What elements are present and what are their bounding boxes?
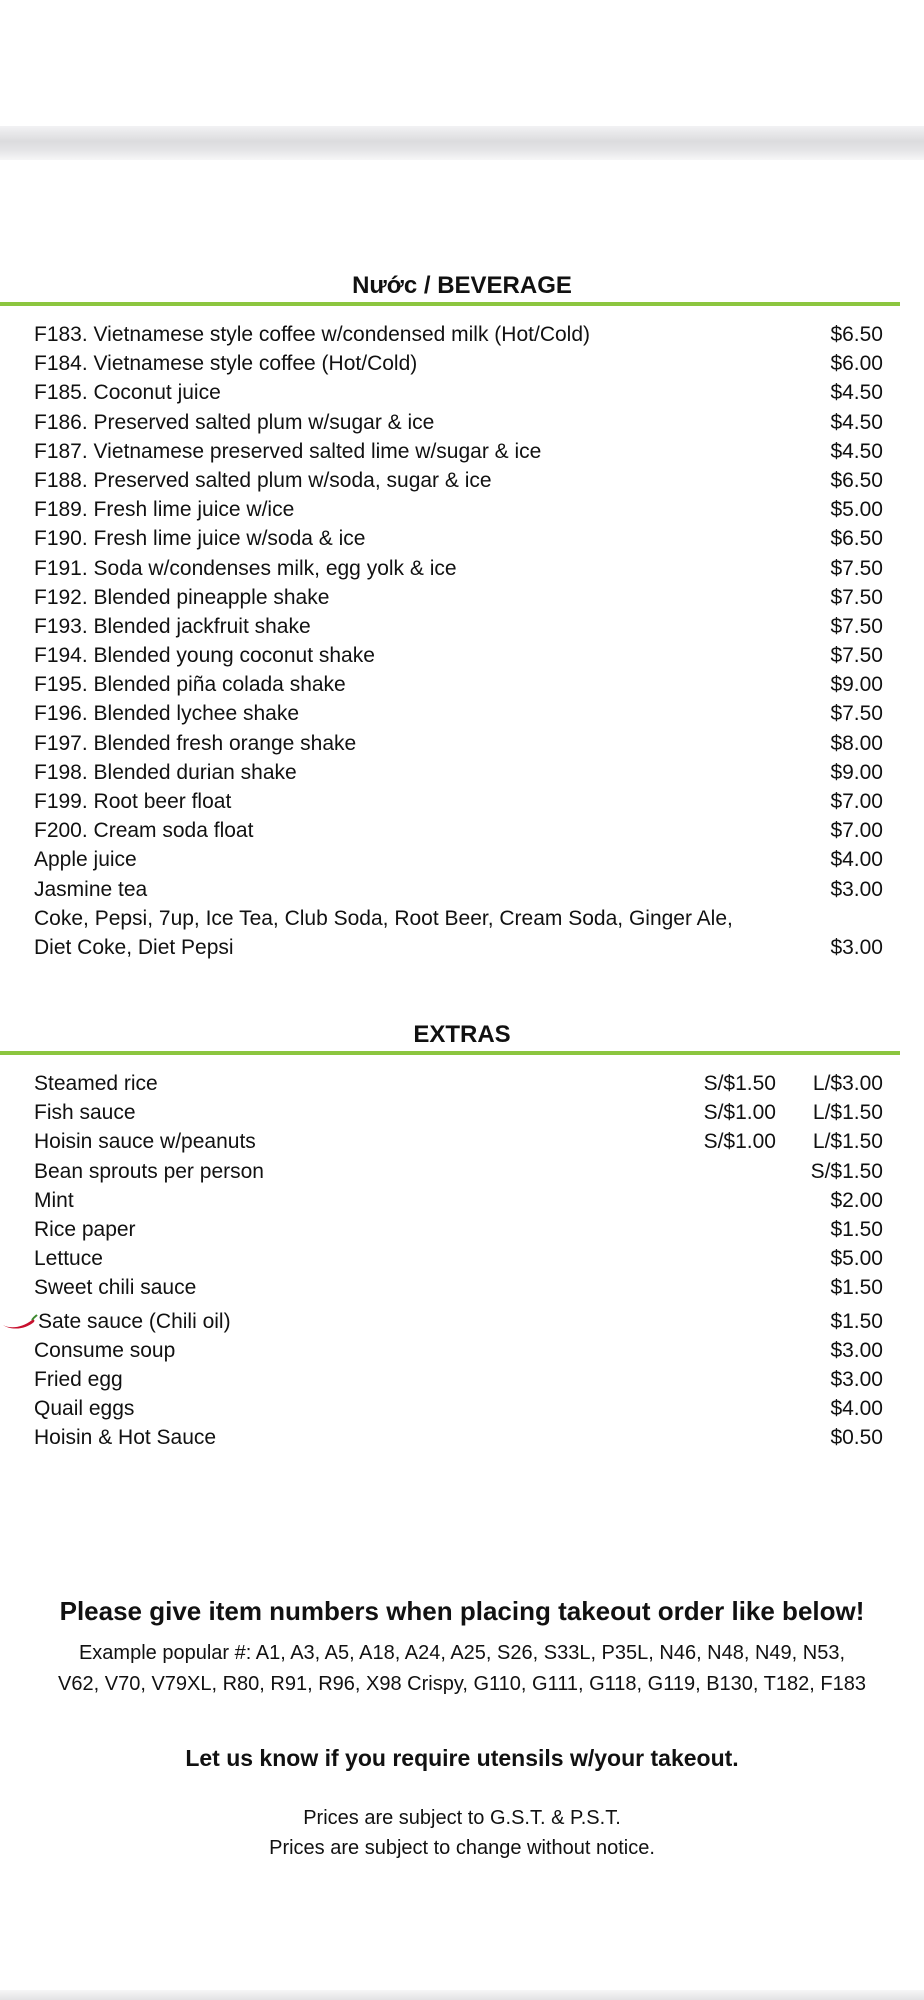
item-price: $7.50 [830, 644, 883, 668]
item-name: Lettuce [34, 1247, 103, 1271]
chili-pepper-icon [2, 1314, 38, 1332]
item-price: $2.00 [830, 1188, 883, 1212]
menu-item [0, 641, 924, 670]
beverage-title: Nước / BEVERAGE [352, 272, 572, 299]
item-price: $6.50 [830, 527, 883, 551]
utensils-text: Let us know if you require utensils w/your takeout. [185, 1745, 739, 1771]
menu-item [0, 699, 924, 728]
price-notes [0, 1803, 924, 1863]
item-name: F195. Blended piña colada shake [34, 673, 346, 697]
item-price: $4.50 [830, 410, 883, 434]
menu-item [0, 1365, 924, 1394]
item-name: Fish sauce [34, 1101, 136, 1125]
menu-item [0, 1244, 924, 1273]
takeout-notice [0, 1594, 924, 1700]
menu-item [0, 612, 924, 641]
item-name: Fried egg [34, 1367, 123, 1391]
menu-item [0, 466, 924, 495]
menu-item-soft-drinks [0, 904, 924, 962]
item-name: F189. Fresh lime juice w/ice [34, 498, 295, 522]
menu-item [0, 787, 924, 816]
takeout-headline: Please give item numbers when placing takeout order like below! [59, 1596, 865, 1626]
item-price: $1.50 [830, 1276, 883, 1300]
item-name: Sate sauce (Chili oil) [38, 1309, 231, 1333]
menu-item [0, 1127, 924, 1156]
item-price: $9.00 [830, 673, 883, 697]
item-name: F192. Blended pineapple shake [34, 585, 330, 609]
extras-title: EXTRAS [413, 1021, 511, 1048]
item-name-line: Diet Coke, Diet Pepsi [34, 935, 234, 959]
extras-list [0, 1055, 924, 1452]
item-name: F200. Cream soda float [34, 819, 254, 843]
example-line: Example popular #: A1, A3, A5, A18, A24, A25, S26, S33L, P35L, N46, N48, N49, N53, [78, 1642, 846, 1664]
item-price: $7.50 [830, 702, 883, 726]
item-name: F194. Blended young coconut shake [34, 644, 375, 668]
menu-item [0, 816, 924, 845]
item-price: $4.00 [830, 1397, 883, 1421]
item-price-large: L/$1.50 [812, 1101, 883, 1125]
item-name: F197. Blended fresh orange shake [34, 731, 357, 755]
menu-item [0, 378, 924, 407]
menu-item [0, 1069, 924, 1098]
item-name: Mint [34, 1188, 74, 1212]
menu-item [0, 524, 924, 553]
change-note: Prices are subject to change without notice. [269, 1837, 655, 1859]
example-numbers [0, 1638, 924, 1700]
item-name: Hoisin & Hot Sauce [34, 1426, 217, 1450]
item-price: $9.00 [830, 760, 883, 784]
menu-item [0, 1423, 924, 1452]
menu-item [0, 554, 924, 583]
item-name: F188. Preserved salted plum w/soda, sugar & ice [34, 468, 492, 492]
item-price: $5.00 [830, 498, 883, 522]
menu-item [0, 875, 924, 904]
item-price-small: S/$1.00 [703, 1130, 776, 1154]
menu-item [0, 320, 924, 349]
item-name: F193. Blended jackfruit shake [34, 614, 311, 638]
item-price: $3.00 [830, 877, 883, 901]
item-price: $4.00 [830, 848, 883, 872]
item-name: F185. Coconut juice [34, 381, 221, 405]
item-name: F190. Fresh lime juice w/soda & ice [34, 527, 366, 551]
menu-item [0, 1157, 924, 1186]
item-name: F186. Preserved salted plum w/sugar & ice [34, 410, 435, 434]
item-price: $7.50 [830, 556, 883, 580]
menu-item [0, 1098, 924, 1127]
item-name: Consume soup [34, 1338, 176, 1362]
menu-item [0, 349, 924, 378]
item-price-small: S/$1.00 [703, 1101, 776, 1125]
item-name: Apple juice [34, 848, 137, 872]
item-name: Jasmine tea [34, 877, 148, 901]
item-name: Bean sprouts per person [34, 1159, 264, 1183]
item-name: Hoisin sauce w/peanuts [34, 1130, 256, 1154]
menu-item [0, 758, 924, 787]
item-name: Quail eggs [34, 1397, 135, 1421]
item-price: $1.50 [830, 1309, 883, 1333]
menu-item [0, 1394, 924, 1423]
menu-item [0, 1273, 924, 1302]
item-price: $6.50 [830, 468, 883, 492]
item-price: $7.50 [830, 614, 883, 638]
item-price: $3.00 [830, 1367, 883, 1391]
item-name-line: Coke, Pepsi, 7up, Ice Tea, Club Soda, Root Beer, Cream Soda, Ginger Ale, [34, 906, 733, 930]
menu-item [0, 583, 924, 612]
extras-section [0, 1019, 924, 1452]
item-price: $3.00 [830, 1338, 883, 1362]
item-name: F184. Vietnamese style coffee (Hot/Cold) [34, 352, 418, 376]
item-price: $4.50 [830, 439, 883, 463]
item-price: $7.00 [830, 819, 883, 843]
item-price: $7.50 [830, 585, 883, 609]
menu-item [0, 1215, 924, 1244]
item-price-large: L/$1.50 [812, 1130, 883, 1154]
item-price-large: L/$3.00 [812, 1072, 883, 1095]
item-name [34, 904, 733, 962]
example-line: V62, V70, V79XL, R80, R91, R96, X98 Crispy, G110, G111, G118, G119, B130, T182, F183 [58, 1673, 866, 1695]
item-price: $0.50 [830, 1426, 883, 1450]
header-band [0, 126, 924, 160]
item-name: Sweet chili sauce [34, 1276, 197, 1300]
utensils-notice [0, 1742, 924, 1774]
item-price: $5.00 [830, 1247, 883, 1271]
item-price: S/$1.50 [810, 1159, 883, 1183]
item-name: F183. Vietnamese style coffee w/condensed milk (Hot/Cold) [34, 323, 590, 346]
item-price: $1.50 [830, 1217, 883, 1241]
footer-band [0, 1990, 924, 2000]
menu-item [0, 495, 924, 524]
item-price: $8.00 [830, 731, 883, 755]
beverage-list [0, 306, 924, 962]
menu-item [0, 1336, 924, 1365]
item-name: Steamed rice [34, 1072, 158, 1095]
item-price: $7.00 [830, 790, 883, 813]
menu-item [0, 408, 924, 437]
item-price: $4.50 [830, 381, 883, 405]
item-name: F196. Blended lychee shake [34, 702, 300, 726]
item-name: F191. Soda w/condenses milk, egg yolk & ice [34, 556, 457, 580]
menu-item [0, 670, 924, 699]
menu-item [0, 1307, 924, 1336]
item-name: F198. Blended durian shake [34, 760, 297, 784]
item-price: $3.00 [830, 935, 883, 959]
beverage-section [0, 270, 924, 962]
item-name: F199. Root beer float [34, 790, 232, 813]
menu-item [0, 1186, 924, 1215]
tax-note: Prices are subject to G.S.T. & P.S.T. [303, 1807, 621, 1829]
menu-item [0, 729, 924, 758]
menu-item [0, 845, 924, 874]
item-price: $6.50 [830, 323, 883, 346]
menu-item [0, 437, 924, 466]
item-price: $6.00 [830, 352, 883, 376]
item-name: F187. Vietnamese preserved salted lime w/sugar & ice [34, 439, 542, 463]
item-price-small: S/$1.50 [703, 1072, 776, 1095]
item-name: Rice paper [34, 1217, 136, 1241]
